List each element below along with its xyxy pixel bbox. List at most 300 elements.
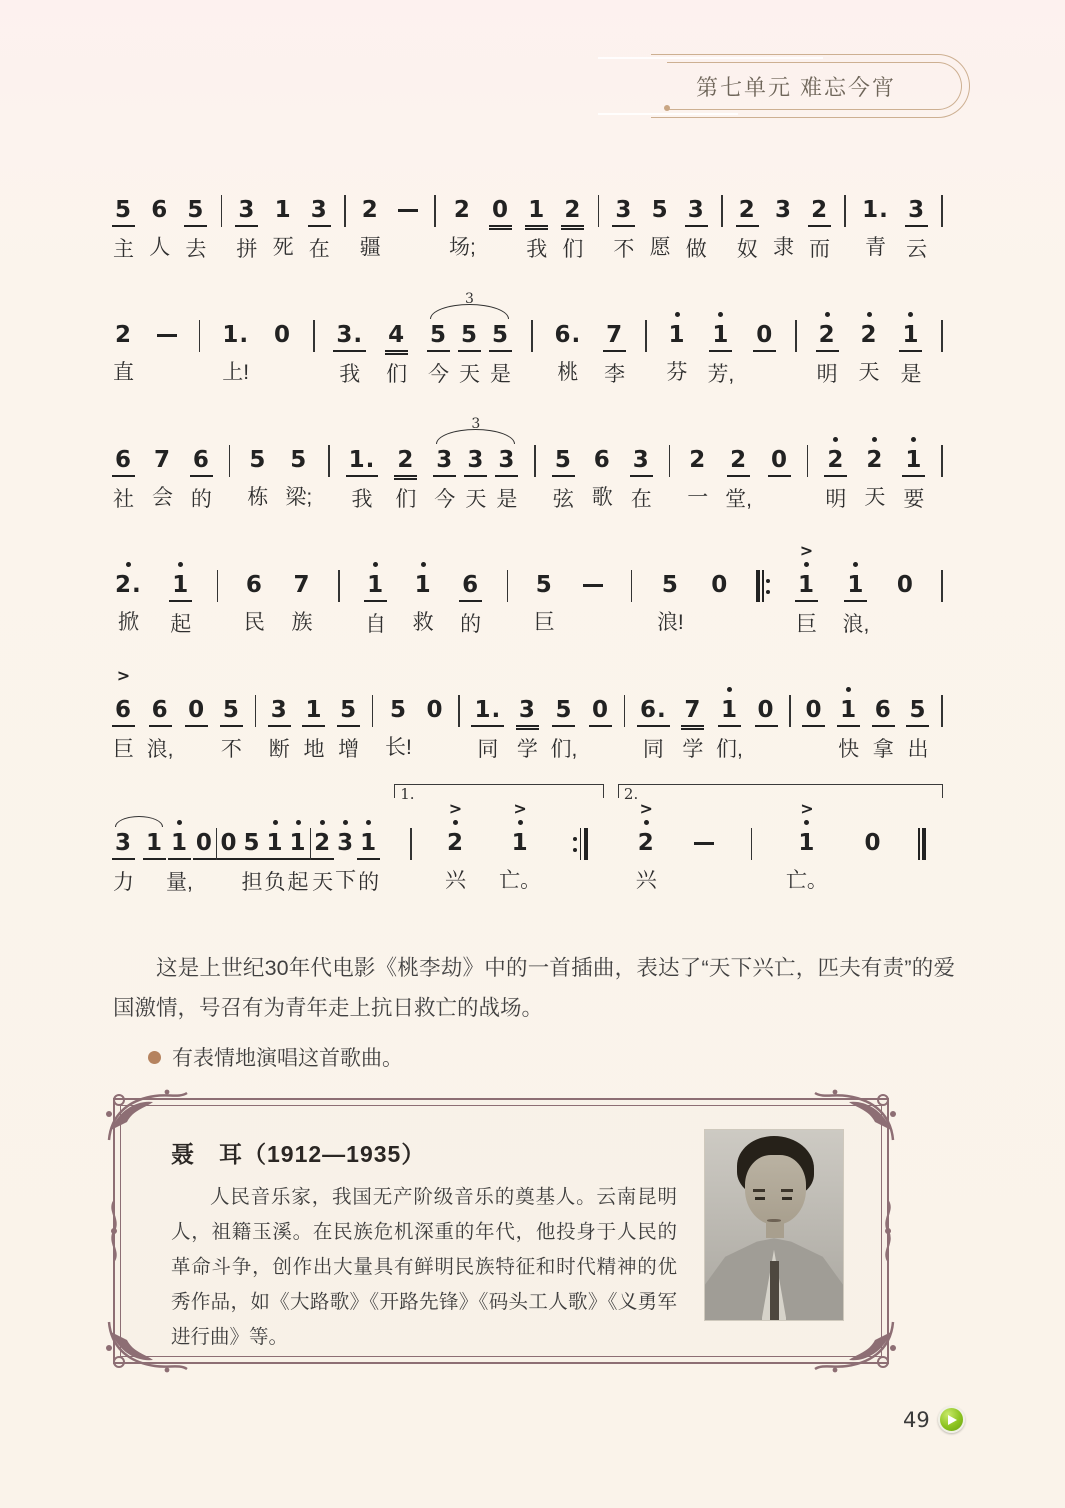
half-note-dash: [694, 842, 714, 845]
lyric: 天: [465, 488, 487, 511]
note-number: 5: [489, 320, 512, 352]
lyric: 地: [303, 738, 325, 761]
lyric: 而: [809, 238, 831, 261]
note: [459, 543, 482, 644]
note: [589, 668, 612, 769]
barline: [507, 570, 509, 602]
slur-group: [112, 801, 166, 902]
note: [458, 320, 481, 394]
lyric: 兴: [444, 869, 466, 892]
volta-bracket-1: [394, 785, 604, 900]
slur-arc: [112, 801, 166, 828]
note: [333, 293, 366, 394]
lyric: 今: [427, 363, 449, 386]
triplet-arc: [427, 293, 512, 320]
lyric: 我: [351, 488, 373, 511]
lyric: 下: [335, 869, 357, 892]
triplet-number: 3: [471, 416, 481, 432]
lyric: 出: [907, 738, 929, 761]
note-number: 4: [385, 320, 408, 352]
note-number: 5: [112, 195, 135, 227]
lyric: 学: [516, 738, 538, 761]
note-number: 5: [389, 697, 407, 723]
note-number: 2: [453, 197, 471, 223]
lyric: 是: [900, 363, 922, 386]
note: [525, 168, 548, 269]
lyric: 的: [190, 488, 212, 511]
note: [591, 418, 614, 517]
note: [612, 168, 635, 269]
note-number: 6.: [554, 322, 582, 348]
note-number: 2: [824, 445, 847, 477]
note-number: 1: [264, 828, 287, 860]
note-number: 5: [651, 197, 669, 223]
lyric: 天: [312, 871, 334, 894]
note-number: 1.: [346, 445, 379, 477]
final-barline: [918, 828, 926, 860]
lyric: 芳,: [707, 363, 735, 386]
lyric: 起: [287, 871, 309, 894]
note-number: 0: [193, 828, 216, 860]
octave-dot: [177, 816, 182, 828]
accent-mark: >: [513, 799, 527, 818]
note-number: 0: [217, 828, 240, 860]
note: [657, 543, 684, 642]
lyric: 拿: [872, 738, 894, 761]
lyric: 我: [526, 238, 548, 261]
note-number: 2: [689, 447, 707, 473]
note: [154, 293, 180, 392]
octave-dot: [727, 683, 732, 695]
lyric: 歌: [591, 486, 613, 509]
note-number: 1: [302, 695, 325, 727]
lyric: 们: [386, 363, 408, 386]
repeat-dots: [766, 570, 770, 602]
note: [287, 801, 310, 902]
note-number: 0: [711, 572, 729, 598]
note: [185, 668, 208, 769]
note-number: 3.: [333, 320, 366, 352]
note: [802, 668, 825, 769]
note: [786, 801, 828, 900]
note-number: [395, 195, 421, 225]
octave-dot: [421, 558, 426, 570]
composer-bio: 人民音乐家，我国无产阶级音乐的奠基人。云南昆明人，祖籍玉溪。在民族危机深重的年代，他投身于人民的革命斗争，创作出大量具有鲜明民族特征和时代精神的优秀作品，如《大路歌》《开路先锋》《码头工人歌》《义勇军进行曲》等。: [171, 1186, 677, 1348]
note: [290, 543, 313, 642]
note-number: 5: [552, 445, 575, 477]
note: [681, 668, 704, 769]
note-number: 0: [896, 572, 914, 598]
note-number: 1: [844, 570, 867, 602]
side-flourish-icon: [880, 1199, 896, 1263]
note-number: 7: [681, 695, 704, 727]
note-number: 5: [184, 195, 207, 227]
octave-dot: [718, 308, 723, 320]
note-number: 2: [361, 197, 379, 223]
lyric: 亡。: [499, 869, 542, 892]
note-number: 1: [798, 830, 816, 856]
note-number: 1.: [862, 197, 889, 223]
lyric: 堂,: [725, 488, 752, 511]
note-number: 2: [860, 322, 878, 348]
note: [489, 320, 512, 394]
lyric: 浪,: [146, 738, 174, 761]
barline: [534, 445, 536, 477]
task-item: [148, 1042, 403, 1072]
note-number: 7: [603, 320, 626, 352]
lyric: 浪,: [842, 613, 870, 636]
octave-dot: [296, 816, 301, 828]
note-number: 1: [709, 320, 732, 352]
note-number: 5: [552, 695, 575, 727]
lyric: 民: [243, 611, 265, 634]
lyric: 的: [358, 871, 380, 894]
note-number: 0: [802, 695, 825, 727]
portrait-shape: [770, 1261, 779, 1320]
music-line: [112, 293, 943, 394]
lyric: 青: [865, 236, 887, 259]
note: [533, 543, 556, 642]
lyric: 主: [113, 238, 134, 261]
note: [858, 293, 881, 392]
note-number: [691, 828, 717, 858]
note: [816, 293, 839, 394]
play-button-icon[interactable]: [938, 1406, 965, 1433]
note-number: 5: [458, 320, 481, 352]
note-number: 1: [525, 195, 548, 227]
note: [112, 293, 135, 392]
note: [630, 418, 653, 519]
note-number: 1: [287, 828, 310, 860]
portrait-shape: [782, 1197, 792, 1200]
note: [552, 418, 575, 519]
note-number: 1: [511, 830, 529, 856]
lyric: 巨: [795, 613, 817, 636]
note-number: 0: [589, 695, 612, 727]
barline: [338, 570, 340, 602]
note: [112, 828, 135, 902]
note-number: 3: [774, 197, 792, 223]
note: [272, 168, 295, 267]
portrait-shape: [781, 1189, 793, 1192]
note: [424, 668, 447, 767]
note-number: 1: [274, 197, 292, 223]
barline: [807, 445, 809, 477]
lyric: 巨: [533, 611, 555, 634]
lyric: 自: [365, 613, 387, 636]
note: [580, 543, 606, 642]
lyric: 族: [291, 611, 313, 634]
triplet-number: 3: [465, 291, 474, 307]
lyric: 增: [338, 738, 360, 761]
note-number: 3: [308, 195, 331, 227]
octave-dot: [453, 816, 458, 828]
lyric: 在: [630, 488, 652, 511]
note: [148, 168, 171, 267]
note-number: 0: [755, 695, 778, 727]
note-number: 1: [795, 570, 818, 602]
note-number: 3: [112, 828, 135, 860]
note: [489, 168, 512, 269]
barline: [458, 695, 460, 727]
note-number: 1: [718, 695, 741, 727]
lyric: 的: [460, 613, 482, 636]
lyric: 天: [858, 361, 880, 384]
barline: [199, 320, 201, 352]
note-number: 5: [906, 695, 929, 727]
lyric: 力: [113, 871, 134, 894]
task-text: 有表情地演唱这首歌曲。: [172, 1047, 403, 1070]
note: [768, 418, 791, 519]
lyric: 天: [459, 363, 480, 386]
note: [217, 801, 240, 902]
barline: [941, 320, 943, 352]
note: [337, 668, 360, 769]
note: [863, 418, 886, 517]
octave-dot: [872, 433, 877, 445]
note-number: 5: [535, 572, 553, 598]
octave-dot: [518, 816, 523, 828]
note: [691, 801, 717, 900]
lyric: 断: [268, 738, 290, 761]
note: [271, 293, 294, 392]
octave-dot: [825, 308, 830, 320]
lyric: 负: [264, 871, 286, 894]
note: [112, 418, 135, 519]
lyric: 奴: [736, 238, 758, 261]
note-number: 6: [112, 695, 135, 727]
note-number: 1: [668, 322, 686, 348]
music-line: [112, 168, 943, 269]
note: [635, 801, 658, 900]
note: [246, 418, 269, 517]
barline: [941, 570, 943, 602]
note-number: 5: [337, 695, 360, 727]
note: [902, 418, 925, 519]
lyric: 起: [170, 613, 192, 636]
note-number: 2: [637, 830, 655, 856]
note-number: 1: [143, 828, 166, 860]
lyric: 学: [682, 738, 704, 761]
note-number: 3: [612, 195, 635, 227]
note-number: 3: [433, 445, 456, 477]
lyric: 弦: [552, 488, 574, 511]
octave-dot: [853, 558, 858, 570]
note: [190, 418, 213, 519]
note-number: 0: [753, 320, 776, 352]
note-number: 2.: [115, 572, 142, 598]
note-number: 1: [364, 570, 387, 602]
barline: [721, 195, 723, 227]
note-number: [154, 320, 180, 350]
note-number: 2: [115, 322, 133, 348]
note-number: 5: [427, 320, 450, 352]
note: [169, 543, 192, 644]
note: [649, 168, 672, 267]
bullet-icon: [148, 1051, 161, 1064]
note: [444, 801, 467, 900]
note-number: 2: [808, 195, 831, 227]
note-number: 2: [394, 445, 417, 477]
note: [264, 801, 287, 902]
note: [364, 543, 387, 644]
note-number: 6: [872, 695, 895, 727]
barline: [751, 828, 753, 860]
unit-title: 第七单元 难忘今宵: [695, 75, 897, 100]
octave-dot: [804, 816, 809, 828]
lyric: 隶: [772, 236, 794, 259]
lyric: 会: [151, 486, 173, 509]
barline: [844, 195, 846, 227]
note: [334, 801, 357, 900]
note-number: 3: [464, 445, 487, 477]
corner-flourish-icon: [813, 1318, 897, 1374]
barline: [631, 570, 633, 602]
note: [243, 543, 266, 642]
octave-dot: [833, 433, 838, 445]
music-line: [112, 668, 943, 769]
octave-dot: [273, 816, 278, 828]
note: [795, 543, 818, 644]
note: [872, 668, 895, 769]
note: [808, 168, 831, 269]
lyric: 栋: [247, 486, 269, 509]
lyric: 们: [562, 238, 584, 261]
note-number: 6: [593, 447, 611, 473]
lyric: 掀: [117, 611, 139, 634]
triplet-group: [433, 418, 518, 519]
lyric: 救: [412, 611, 434, 634]
lyric: 明: [816, 363, 838, 386]
note-number: 5: [249, 447, 267, 473]
accent-mark: >: [116, 666, 131, 685]
music-score: [112, 168, 943, 926]
note-number: 1.: [471, 695, 504, 727]
note: [686, 418, 709, 517]
page-footer: [903, 1406, 965, 1433]
lyric: 去: [185, 238, 207, 261]
note-number: 6: [112, 445, 135, 477]
lyric: 快: [838, 738, 860, 761]
lyric: 梁;: [285, 486, 313, 509]
note: [471, 668, 504, 769]
note: [464, 445, 487, 519]
note: [772, 168, 795, 267]
octave-dot: [911, 433, 916, 445]
lyric: 场;: [448, 236, 476, 259]
note-number: 2: [866, 447, 884, 473]
composer-photo: [705, 1130, 843, 1320]
note: [725, 418, 752, 519]
note: [308, 168, 331, 269]
lyric: 社: [113, 488, 134, 511]
barline: [531, 320, 533, 352]
octave-dot: [846, 683, 851, 695]
lyric: 做: [685, 238, 707, 261]
music-line: [112, 785, 943, 902]
lyric: 们,: [550, 738, 578, 761]
note-number: 3: [516, 695, 539, 727]
note-number: 5: [290, 447, 308, 473]
note-number: 0: [489, 195, 512, 227]
lyric: 疆: [359, 236, 381, 259]
note: [707, 293, 734, 394]
lyric: 芬: [666, 361, 688, 384]
note: [394, 418, 417, 519]
note-number: 7: [153, 447, 171, 473]
note-number: 2: [446, 830, 464, 856]
volta-label: 1.: [400, 785, 415, 803]
note: [666, 293, 689, 392]
octave-dot: [908, 308, 913, 320]
lyric: 要: [903, 488, 925, 511]
note-number: 1: [837, 695, 860, 727]
lyric: 亡。: [785, 869, 828, 892]
note-number: 1: [169, 570, 192, 602]
note-number: 2: [561, 195, 584, 227]
lyric: 死: [272, 236, 294, 259]
note-number: 6: [459, 570, 482, 602]
note: [753, 293, 776, 394]
lyric: 是: [490, 363, 512, 386]
note: [603, 293, 626, 394]
note-number: 3: [495, 445, 518, 477]
repeat-end-sign: [573, 828, 588, 860]
note: [385, 668, 412, 767]
lyric: 不: [220, 738, 242, 761]
composer-name: 聂 耳（1912—1935）: [171, 1141, 426, 1167]
note-number: 3: [685, 195, 708, 227]
lyric: 我: [339, 363, 361, 386]
barline: [941, 445, 943, 477]
barline: [217, 570, 219, 602]
note: [516, 668, 539, 769]
note-number: [580, 570, 606, 600]
note: [449, 168, 476, 267]
note: [551, 293, 584, 392]
volta-bracket-2: [618, 785, 943, 900]
note-number: 6: [245, 572, 263, 598]
lyric: 一: [687, 486, 709, 509]
note: [112, 668, 135, 769]
note-number: 2: [736, 195, 759, 227]
note: [495, 445, 518, 519]
note: [235, 168, 258, 269]
note: [285, 418, 312, 517]
lyric: 李: [604, 363, 626, 386]
note: [385, 293, 408, 394]
note-number: 3: [905, 195, 928, 227]
lyric: 拼: [236, 238, 258, 261]
barline: [795, 320, 797, 352]
note: [894, 543, 917, 642]
note-number: 3: [337, 830, 355, 856]
barline: [789, 695, 791, 727]
barline: [410, 828, 412, 860]
barline: [255, 695, 257, 727]
composer-infobox: [113, 1098, 889, 1364]
music-line: [112, 543, 943, 644]
lyric: 们: [395, 488, 417, 511]
note: [357, 801, 380, 902]
lyric: 担: [241, 871, 263, 894]
header-dot-decoration: [664, 105, 670, 111]
triplet-arc: [433, 418, 518, 445]
note: [220, 668, 243, 769]
barline: [372, 695, 374, 727]
triplet-group: [427, 293, 512, 394]
note: [241, 801, 264, 902]
